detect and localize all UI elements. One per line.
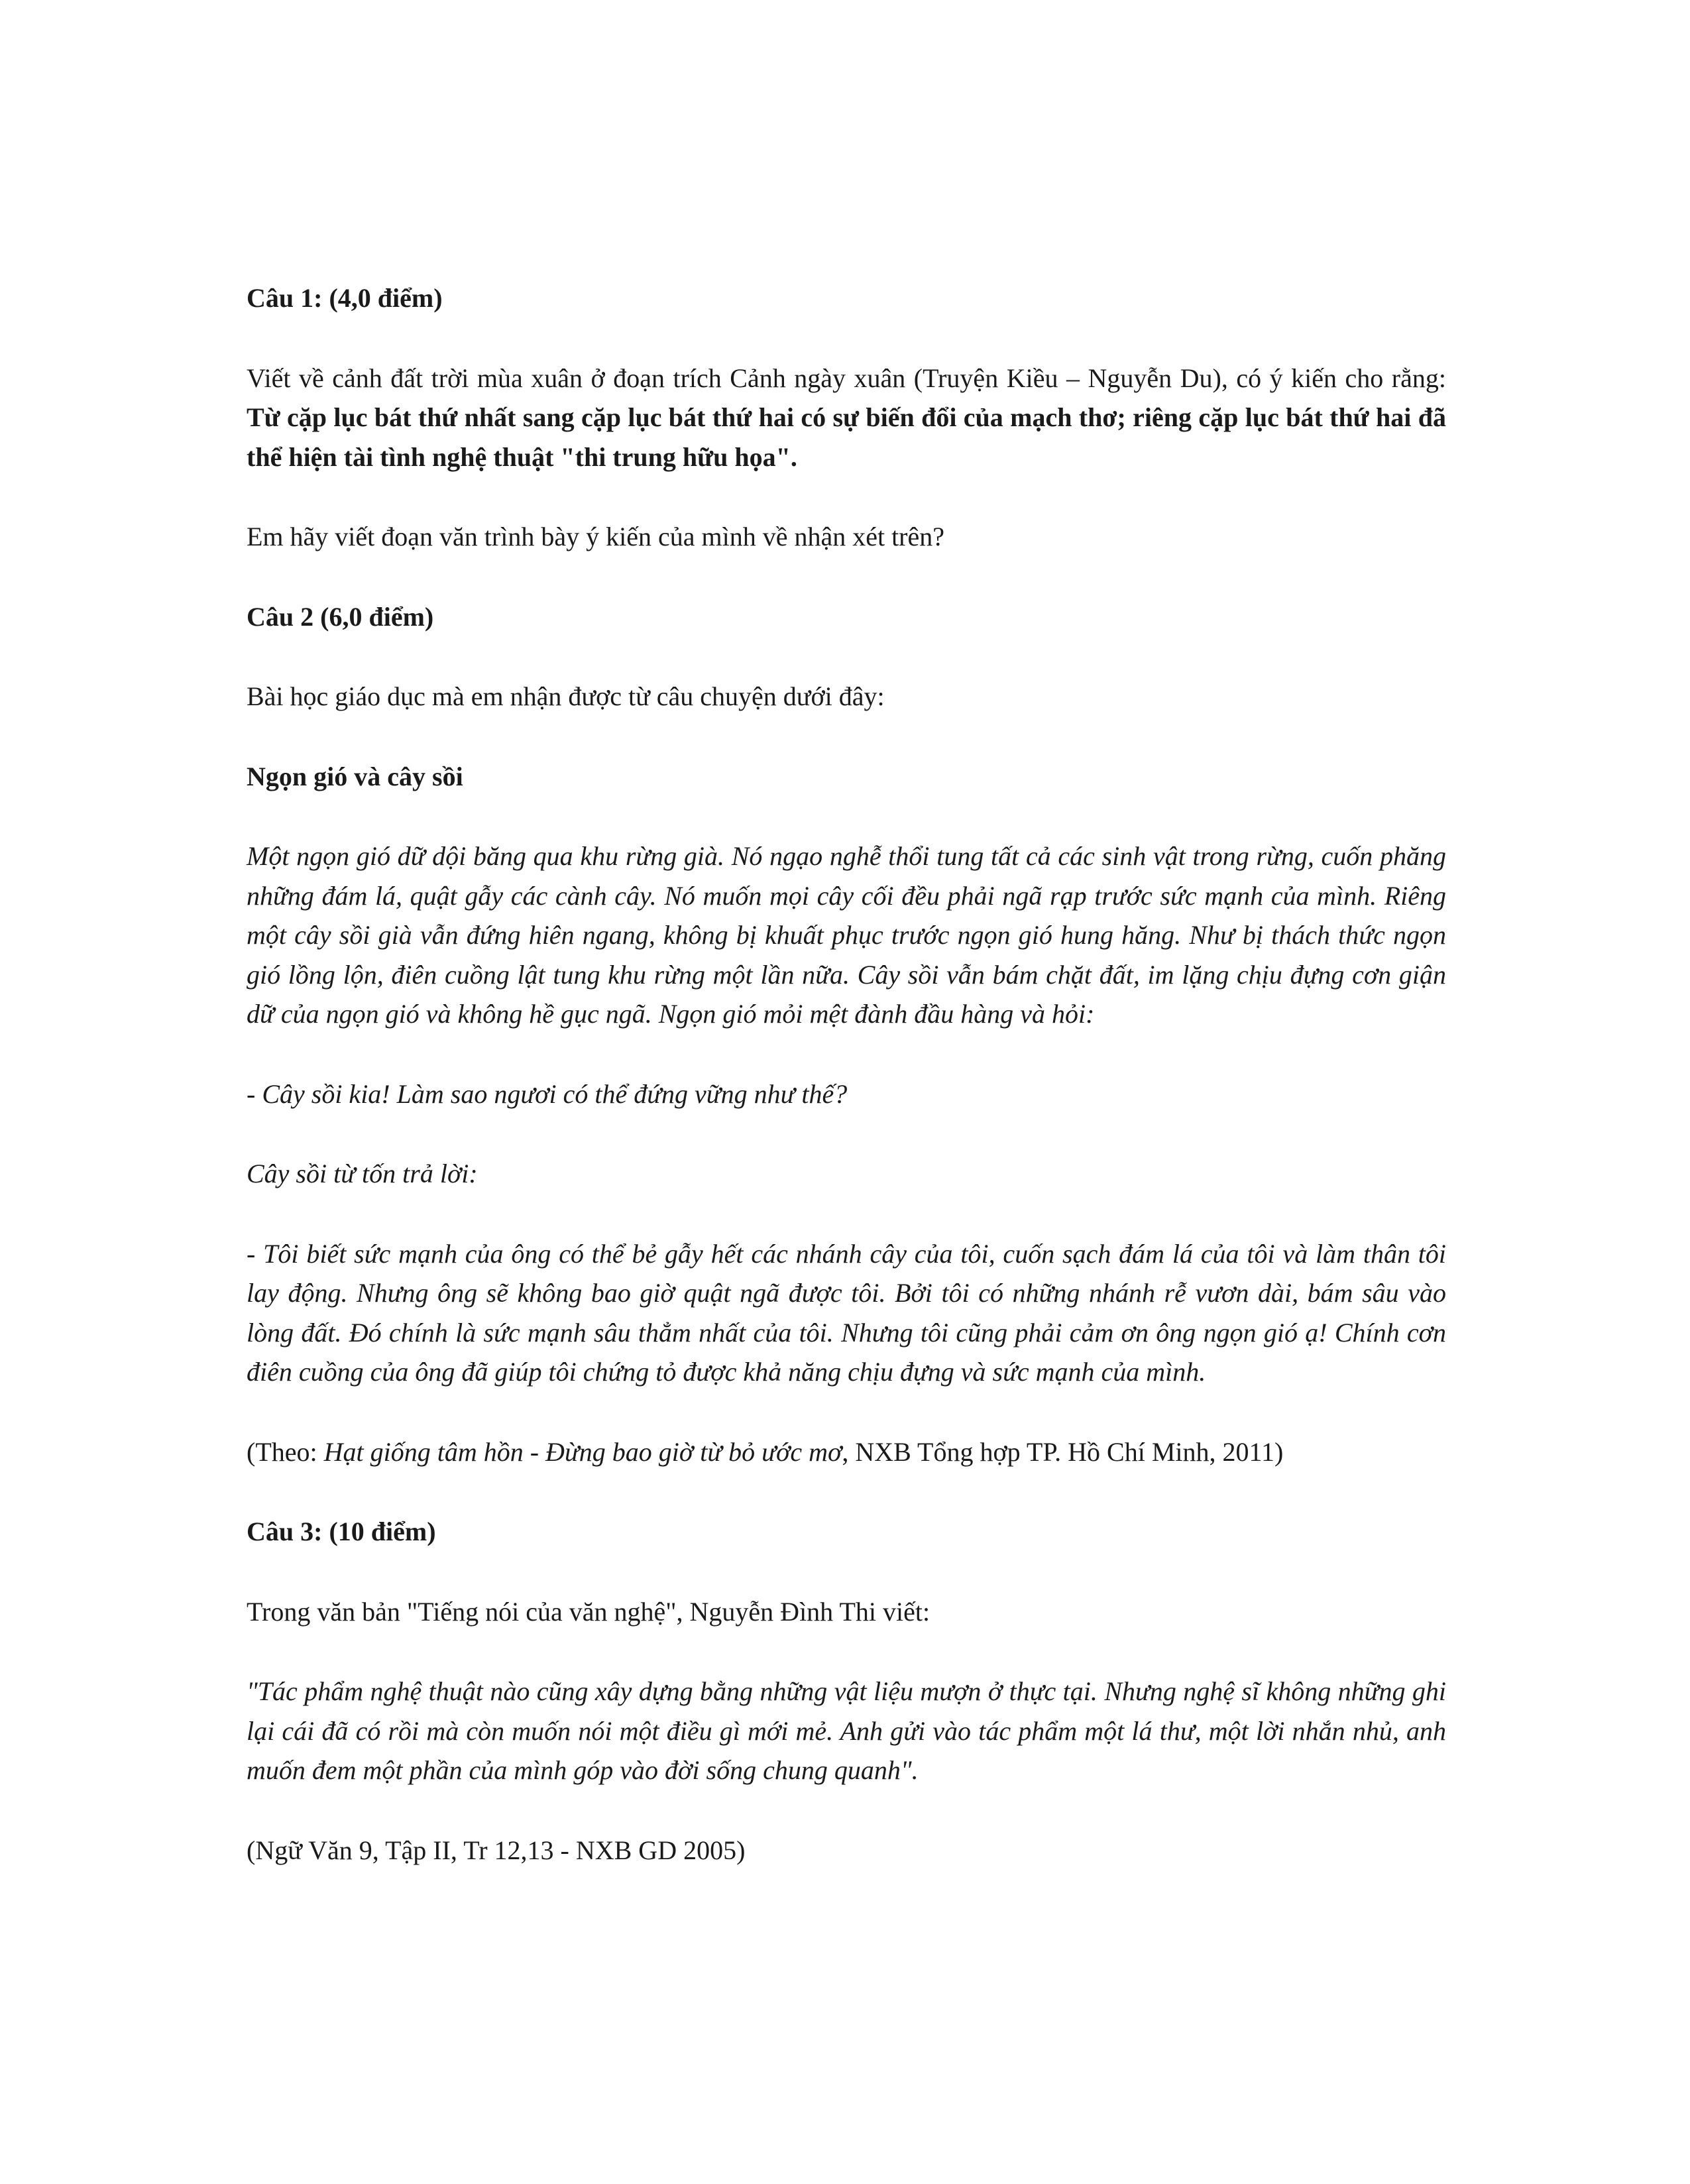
question-1-claim: Từ cặp lục bát thứ nhất sang cặp lục bát thứ hai có sự biến đổi của mạch thơ; riêng cặp lục bát thứ hai đã thể hiện tài tình nghệ thuật "thi trung hữu họa". (247, 402, 1446, 472)
story-title: Ngọn gió và cây sồi (247, 761, 463, 791)
question-1-heading: Câu 1: (4,0 điểm) (247, 283, 443, 313)
question-3-quote: "Tác phẩm nghệ thuật nào cũng xây dựng bằng những vật liệu mượn ở thực tại. Nhưng nghệ sĩ không những ghi lại cái đã có rồi mà còn muốn nói một điều gì mới mẻ. Anh gửi vào tác phẩm một lá thư, một lời nhắn nhủ, anh muốn đem một phần của mình góp vào đời sống chung quanh". (247, 1676, 1446, 1785)
question-3-source: (Ngữ Văn 9, Tập II, Tr 12,13 - NXB GD 2005) (247, 1835, 746, 1865)
document-page (247, 278, 1446, 1910)
question-1-prompt (247, 359, 1446, 477)
question-1-intro: Viết về cảnh đất trời mùa xuân ở đoạn trích Cảnh ngày xuân (Truyện Kiều – Nguyễn Du), có ý kiến cho rằng: (247, 363, 1446, 393)
story-paragraph-4: - Tôi biết sức mạnh của ông có thể bẻ gẫy hết các nhánh cây của tôi, cuốn sạch đám lá của tôi và làm thân tôi lay động. Nhưng ông sẽ không bao giờ quật ngã được tôi. Bởi tôi có những nhánh rễ vươn dài, bám sâu vào lòng đất. Đó chính là sức mạnh sâu thẳm nhất của tôi. Nhưng tôi cũng phải cảm ơn ông ngọn gió ạ! Chính cơn điên cuồng của ông đã giúp tôi chứng tỏ được khả năng chịu đựng và sức mạnh của mình. (247, 1238, 1446, 1387)
story-source: (Theo: Hạt giống tâm hồn - Đừng bao giờ từ bỏ ước mơ, NXB Tổng hợp TP. Hồ Chí Minh, 2011) (247, 1436, 1284, 1467)
story-source-title: Hạt giống tâm hồn - Đừng bao giờ từ bỏ ước mơ (323, 1436, 842, 1467)
question-3-intro: Trong văn bản "Tiếng nói của văn nghệ", Nguyễn Đình Thi viết: (247, 1596, 930, 1627)
story-paragraph-1: Một ngọn gió dữ dội băng qua khu rừng già. Nó ngạo nghễ thổi tung tất cả các sinh vật trong rừng, cuốn phăng những đám lá, quật gẫy các cành cây. Nó muốn mọi cây cối đều phải ngã rạp trước sức mạnh của mình. Riêng một cây sồi già vẫn đứng hiên ngang, không bị khuất phục trước ngọn gió hung hăng. Như bị thách thức ngọn gió lồng lộn, điên cuồng lật tung khu rừng một lần nữa. Cây sồi vẫn bám chặt đất, im lặng chịu đựng cơn giận dữ của ngọn gió và không hề gục ngã. Ngọn gió mỏi mệt đành đầu hàng và hỏi: (247, 841, 1446, 1029)
story-paragraph-2: - Cây sồi kia! Làm sao ngươi có thể đứng vững như thế? (247, 1078, 848, 1109)
story-paragraph-3: Cây sồi từ tốn trả lời: (247, 1159, 478, 1188)
question-3-heading: Câu 3: (10 điểm) (247, 1517, 436, 1546)
question-2-intro: Bài học giáo dục mà em nhận được từ câu chuyện dưới đây: (247, 681, 885, 711)
question-1-task: Em hãy viết đoạn văn trình bày ý kiến của mình về nhận xét trên? (247, 522, 945, 551)
question-2-heading: Câu 2 (6,0 điểm) (247, 601, 434, 632)
